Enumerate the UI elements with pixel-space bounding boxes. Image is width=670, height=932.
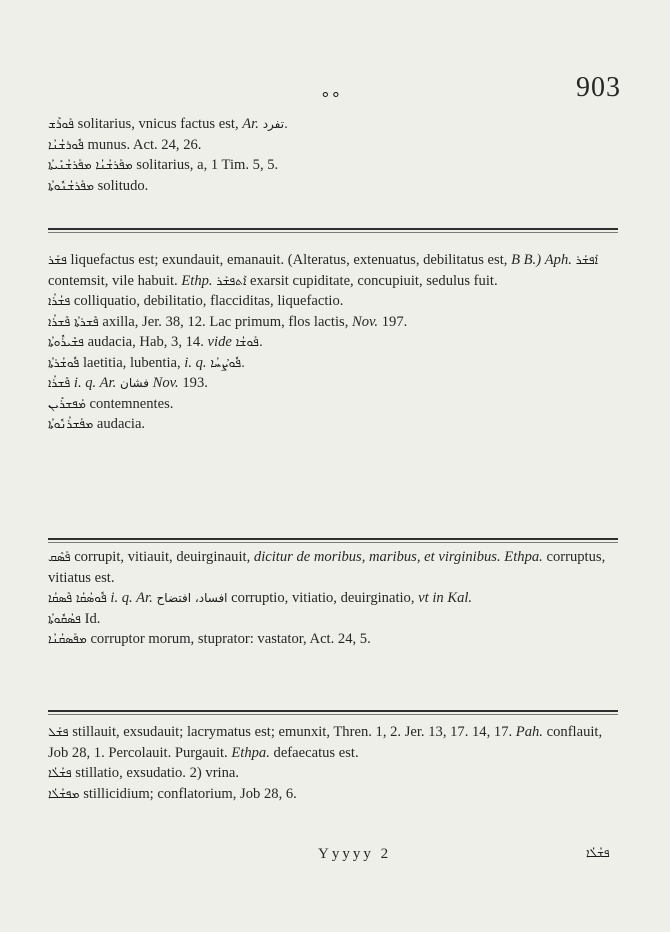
syriac-headword: ܡܦܰܫܪܳܢܽܘܬܳܐ	[48, 417, 94, 431]
syriac-headword: ܦܫܺܝܪܽܘܬܳܐ	[48, 335, 84, 349]
syriac-headword: ܡܰܦܫܪܺܝܢ	[48, 396, 86, 411]
dictionary-entry	[48, 373, 618, 394]
entry-text: colliquatio, debilitatio, flacciditas, liquefactio.	[70, 293, 344, 309]
italic-reference: i. q. Ar.	[110, 590, 153, 606]
entry-text: audacia, Hab, 3, 14.	[83, 334, 208, 350]
dictionary-entry	[48, 353, 618, 374]
syriac-headword: ܦܰܣܶܩ	[48, 550, 71, 564]
italic-reference: Ar.	[242, 116, 259, 132]
entry-text: axilla, Jer. 38, 12. Lac primum, flos lactis,	[98, 313, 352, 330]
page-number: 903	[576, 72, 621, 103]
catchword: ܦܫܳܠܳܐ	[586, 846, 610, 860]
dictionary-entry	[48, 135, 618, 156]
syriac-headword: ܦܶܫܪܬܳܐ ܦܶܫܪܳܐ	[48, 314, 99, 329]
section-divider	[48, 538, 618, 540]
syriac-headword: ܦܰܘܫܳܐ.	[231, 335, 263, 349]
syriac-headword: ܦܫܰܠ	[48, 725, 69, 739]
entry-text: liquefactus est; exundauit, emanauit. (Alteratus, extenuatus, debilitatus est,	[66, 252, 512, 268]
entry-text: conflauit, Job 28, 1. Percolauit. Purgauit.	[48, 724, 603, 761]
entry-text: stillicidium; conflatorium, Job 28, 6.	[79, 785, 297, 802]
entry-text: munus. Act. 24, 26.	[83, 136, 202, 153]
entry-text: contemsit, vile habuit.	[48, 272, 182, 289]
dictionary-entry	[48, 588, 618, 609]
entry-text: solitarius, vnicus factus est,	[74, 116, 243, 132]
syriac-headword: ܦܽܘܪܫܳܢܳܐ	[48, 137, 84, 152]
entry-text: corruptor morum, stuprator: vastator, Act. 24, 5.	[86, 631, 371, 647]
italic-reference: dicitur de moribus, maribus, et virginibus.	[253, 549, 501, 565]
italic-reference: i. q.	[184, 354, 207, 371]
section-divider	[48, 228, 618, 230]
section-divider	[48, 710, 618, 712]
italic-reference: Ethp.	[181, 272, 213, 289]
syriac-headword: فشان	[116, 376, 149, 390]
dictionary-entry	[48, 250, 618, 291]
entry-text: contemnentes.	[85, 395, 174, 412]
syriac-headword: ܦܫܳܠܳܐ	[48, 766, 72, 780]
italic-reference: Nov.	[152, 375, 179, 391]
entry-text: audacia.	[93, 416, 146, 432]
syriac-headword: ܦܽܘܨܳܚܳܐ.	[206, 355, 245, 370]
dictionary-entry	[48, 394, 618, 415]
syriac-headword: ܐܰܦܫܰܪ	[571, 253, 598, 267]
syriac-headword: ܦܫܰܪ	[48, 253, 67, 267]
entry-group	[48, 722, 618, 804]
page-footer	[0, 846, 670, 870]
dictionary-entry	[48, 763, 618, 784]
entry-text: solitudo.	[93, 177, 149, 194]
syriac-headword: ܡܦܰܪܫܳܢܳܐ ܡܦܰܪܫܳܢܺܝܬܳܐ	[48, 158, 133, 172]
entry-group	[48, 547, 618, 650]
italic-reference: Aph.	[544, 252, 572, 268]
syriac-headword: ܦܽܘܣܳܩܳܐ ܦܶܣܩܳܐ	[48, 591, 107, 605]
dictionary-entry	[48, 609, 618, 630]
entry-group	[48, 250, 618, 435]
entry-text: defaecatus est.	[269, 744, 359, 761]
entry-group	[48, 114, 618, 196]
dictionary-entry	[48, 722, 618, 763]
italic-reference: Nov.	[352, 313, 379, 330]
entry-text: Id.	[80, 610, 101, 627]
syriac-headword: تفرد.	[258, 117, 288, 131]
dictionary-entry	[48, 414, 618, 435]
entry-text: solitarius, a, 1 Tim. 5, 5.	[132, 157, 279, 173]
italic-reference: Pah.	[515, 724, 543, 740]
entry-text: exarsit cupiditate, concupiuit, sedulus fuit.	[246, 272, 498, 289]
syriac-headword: ܡܦܫܳܠܳܐ	[48, 786, 80, 801]
running-head-mark: ܘ ܘ	[322, 86, 340, 100]
italic-reference: vt in Kal.	[418, 590, 473, 606]
dictionary-entry	[48, 547, 618, 588]
syriac-headword: ܦܫܳܪܳܐ	[48, 294, 71, 308]
syriac-headword: ܐܶܬܦܫܰܪ	[212, 273, 247, 288]
entry-text: laetitia, lubentia,	[79, 354, 185, 371]
italic-reference: Ethpa.	[231, 744, 270, 761]
syriac-headword: ܡܦܰܣܩܳܢܳܐ	[48, 632, 87, 646]
entry-text: 197.	[378, 313, 408, 330]
dictionary-entry	[48, 629, 618, 650]
syriac-headword: ܡܦܰܪܫܳܢܽܘܬܳܐ	[48, 178, 94, 193]
entry-text: corrupit, vitiauit, deuirginauit,	[70, 549, 254, 565]
entry-text: stillatio, exsudatio. 2) vrina.	[71, 765, 240, 781]
entry-text: 193.	[178, 375, 208, 391]
dictionary-entry	[48, 155, 618, 176]
dictionary-entry	[48, 784, 618, 805]
page-header	[0, 72, 670, 112]
italic-reference: vide	[207, 334, 232, 350]
entry-text: corruptus, vitiatus est.	[48, 549, 606, 586]
syriac-headword: ܦܰܘܪܶܫ	[48, 117, 75, 131]
dictionary-entry	[48, 114, 618, 135]
signature-mark: Yyyyy 2	[318, 846, 392, 862]
syriac-headword: افساد، افتضاح	[152, 591, 228, 605]
italic-reference: i. q. Ar.	[73, 375, 117, 391]
dictionary-entry	[48, 312, 618, 333]
italic-reference: B B.)	[511, 252, 542, 268]
entry-text: stillauit, exsudauit; lacrymatus est; emunxit, Thren. 1, 2. Jer. 13, 17. 14, 17.	[68, 724, 516, 740]
dictionary-entry	[48, 332, 618, 353]
entry-text: corruptio, vitiatio, deuirginatio,	[227, 590, 419, 606]
italic-reference: Ethpa.	[504, 549, 543, 565]
dictionary-entry	[48, 176, 618, 197]
syriac-headword: ܦܣܳܩܽܘܬܳܐ	[48, 611, 81, 626]
syriac-headword: ܦܽܘܫܳܪܬܳܐ	[48, 355, 80, 370]
dictionary-entry	[48, 291, 618, 312]
syriac-headword: ܦܶܫܪܳܐ	[48, 376, 71, 390]
